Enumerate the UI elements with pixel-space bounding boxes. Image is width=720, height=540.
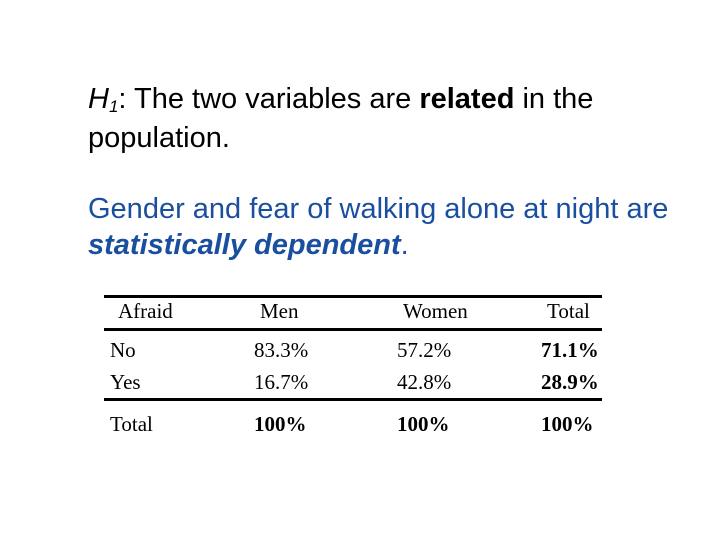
table-cell-no-men: 83.3% xyxy=(254,338,309,362)
table-cell-yes-men: 16.7% xyxy=(254,370,309,394)
table-cell-no-women: 57.2% xyxy=(397,338,452,362)
table-total-label: Total xyxy=(110,412,153,436)
statement-text-after: . xyxy=(400,229,409,261)
table-total-women: 100% xyxy=(397,412,450,436)
table-header-afraid: Afraid xyxy=(118,299,173,323)
dependence-statement xyxy=(88,191,688,263)
table-top-rule xyxy=(104,295,602,298)
statement-text-before: Gender and fear of walking alone at night are xyxy=(88,193,669,225)
hypothesis-bold-word: related xyxy=(419,83,515,115)
table-total-total: 100% xyxy=(541,412,594,436)
table-row-label-no: No xyxy=(110,338,136,362)
hypothesis-statement xyxy=(88,80,688,158)
table-cell-no-total: 71.1% xyxy=(541,338,599,362)
table-header-total: Total xyxy=(547,299,590,323)
table-header-women: Women xyxy=(403,299,468,323)
table-total-men: 100% xyxy=(254,412,307,436)
hypothesis-text-after: in the population. xyxy=(88,83,594,154)
table-header-rule xyxy=(104,328,602,331)
table-header-men: Men xyxy=(260,299,299,323)
hypothesis-text-before: : The two variables are xyxy=(118,83,420,115)
hypothesis-subscript: 1 xyxy=(108,97,119,116)
hypothesis-label: H xyxy=(88,83,109,115)
table-cell-yes-women: 42.8% xyxy=(397,370,452,394)
statement-emphasis: statistically dependent xyxy=(88,229,401,261)
table-row-label-yes: Yes xyxy=(110,370,141,394)
table-total-rule xyxy=(104,398,602,401)
table-cell-yes-total: 28.9% xyxy=(541,370,599,394)
